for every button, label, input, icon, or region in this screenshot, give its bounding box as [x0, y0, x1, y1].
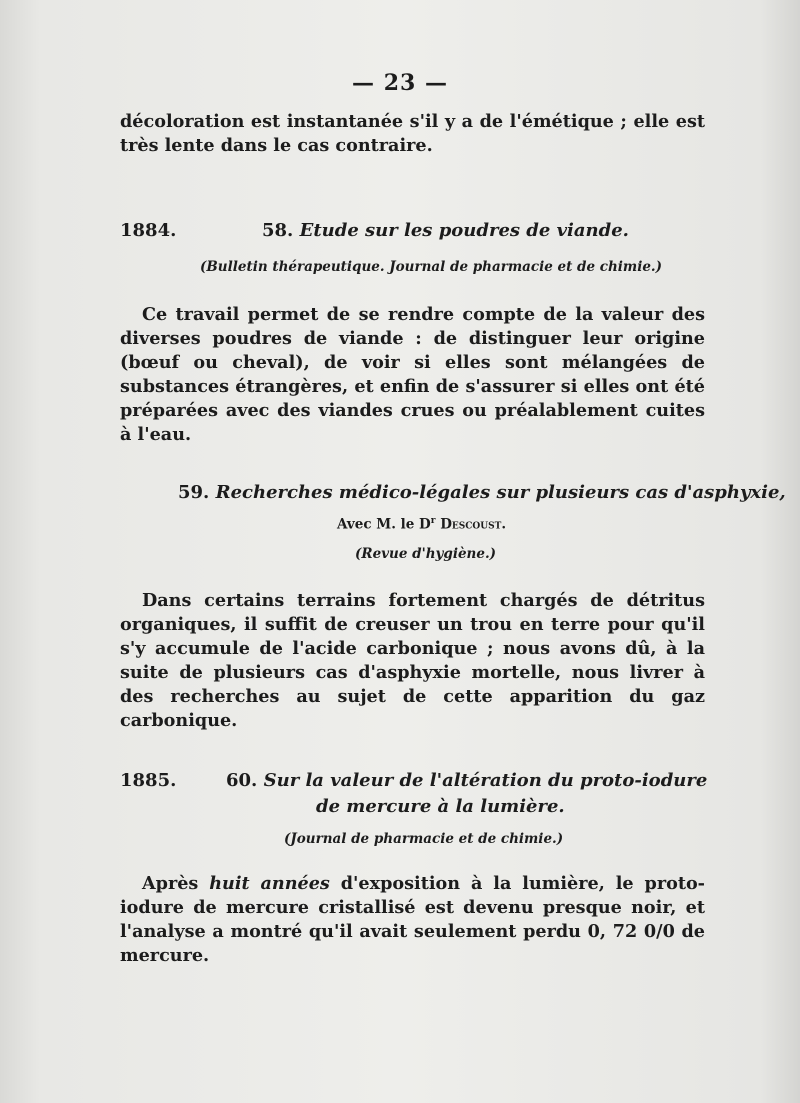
top-paragraph: décoloration est instantanée s'il y a de l'émétique ; elle est très lente dans le cas contraire.: [120, 111, 705, 156]
entry-60-body: [120, 872, 705, 968]
entry-58-body: Ce travail permet de se rendre compte de la valeur des diverses poudres de viande : de distinguer leur origine (bœuf ou cheval), de voir si elles sont mélangées de substances étrangères, et enfin de s'assurer si elles ont été préparées avec des viandes crues ou préalablement cuites à l'eau.: [120, 304, 705, 445]
entry-58-source: (Bulletin thérapeutique. Journal de pharmacie et de chimie.): [200, 259, 663, 275]
entry-60-title-text-1: Sur la valeur de l'altération du proto-iodure: [263, 770, 708, 791]
coauthor-prefix: Avec M. le D: [337, 516, 431, 533]
entry-59-coauthor: [337, 516, 506, 533]
page-number: — 23 —: [352, 70, 448, 96]
year-1884: 1884.: [120, 220, 177, 241]
entry-59-title: [178, 482, 786, 503]
entry-60-body-rest: d'exposition à la lumière, le proto-iodure de mercure cristallisé est devenu presque noir, et l'analyse a montré qu'il avait seulement perdu 0, 72 0/0 de mercure.: [120, 873, 705, 966]
entry-60-source: (Journal de pharmacie et de chimie.): [284, 831, 564, 847]
entry-59-body: Dans certains terrains fortement chargés de détritus organiques, il suffit de creuser un trou en terre pour qu'il s'y accumule de l'acide carbonique ; nous avons dû, à la suite de plusieurs cas d'asphyxie mortelle, nous livrer à des recherches au sujet de cette apparition du gaz carbonique.: [120, 590, 705, 731]
coauthor-name: Descoust.: [440, 516, 507, 533]
entry-58-title-text: Etude sur les poudres de viande.: [299, 220, 629, 241]
entry-60-body-italic: huit années: [209, 873, 330, 894]
entry-58-number: 58.: [262, 220, 294, 241]
coauthor-sup: r: [430, 516, 436, 526]
entry-60-number: 60.: [226, 770, 258, 791]
entry-59-number: 59.: [178, 482, 210, 503]
year-1885: 1885.: [120, 770, 177, 791]
entry-60-title-line2: de mercure à la lumière.: [316, 796, 565, 817]
entry-58-title: [262, 220, 629, 241]
entry-59-source: (Revue d'hygiène.): [355, 546, 497, 562]
entry-60-title-line1: [226, 770, 707, 791]
entry-59-title-text: Recherches médico-légales sur plusieurs cas d'asphyxie,: [215, 482, 786, 503]
entry-60-body-prefix: Après: [142, 873, 210, 894]
